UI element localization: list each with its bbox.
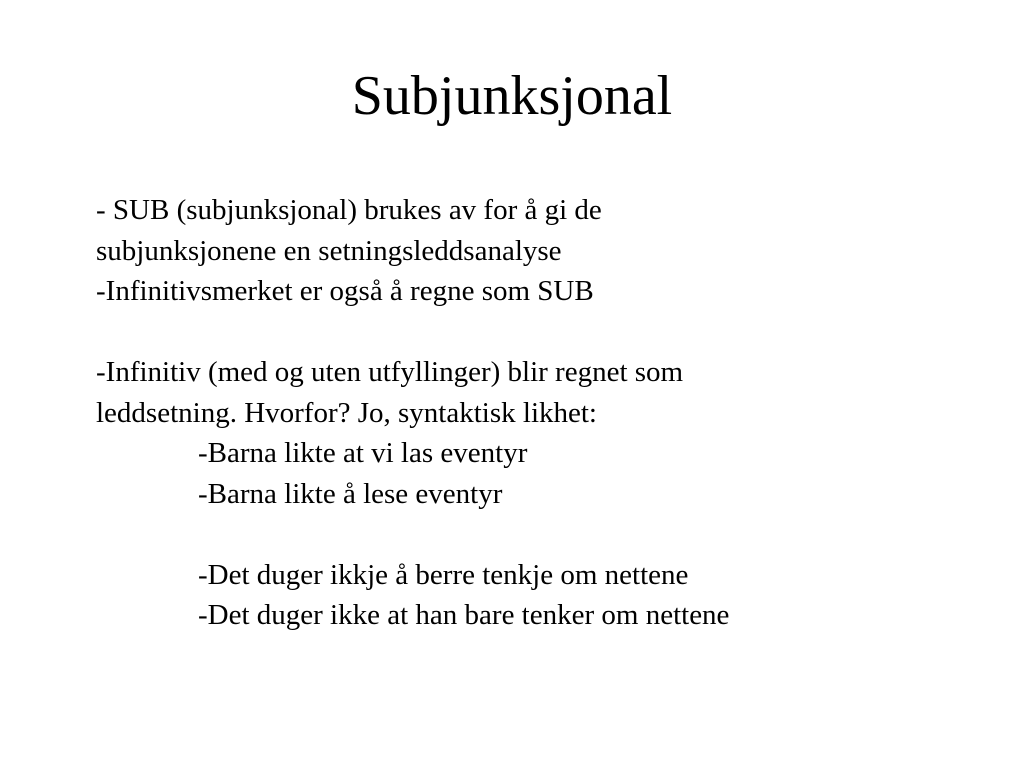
blank-line bbox=[96, 312, 956, 353]
slide-body bbox=[96, 190, 956, 636]
blank-line bbox=[96, 514, 956, 555]
slide-title: Subjunksjonal bbox=[351, 65, 673, 127]
example-line: -Barna likte å lese eventyr bbox=[198, 477, 503, 510]
body-line: subjunksjonene en setningsleddsanalyse bbox=[96, 234, 562, 267]
body-line: -Infinitiv (med og uten utfyllinger) blir regnet som bbox=[96, 356, 684, 388]
body-line: - SUB (subjunksjonal) brukes av for å gi de bbox=[96, 194, 602, 226]
body-line: leddsetning. Hvorfor? Jo, syntaktisk likhet: bbox=[96, 396, 597, 429]
body-line: -Infinitivsmerket er også å regne som SUB bbox=[96, 275, 594, 307]
example-line: -Barna likte at vi las eventyr bbox=[198, 437, 528, 469]
example-line: -Det duger ikke at han bare tenker om nettene bbox=[198, 599, 730, 631]
example-line: -Det duger ikkje å berre tenkje om nettene bbox=[198, 558, 689, 591]
